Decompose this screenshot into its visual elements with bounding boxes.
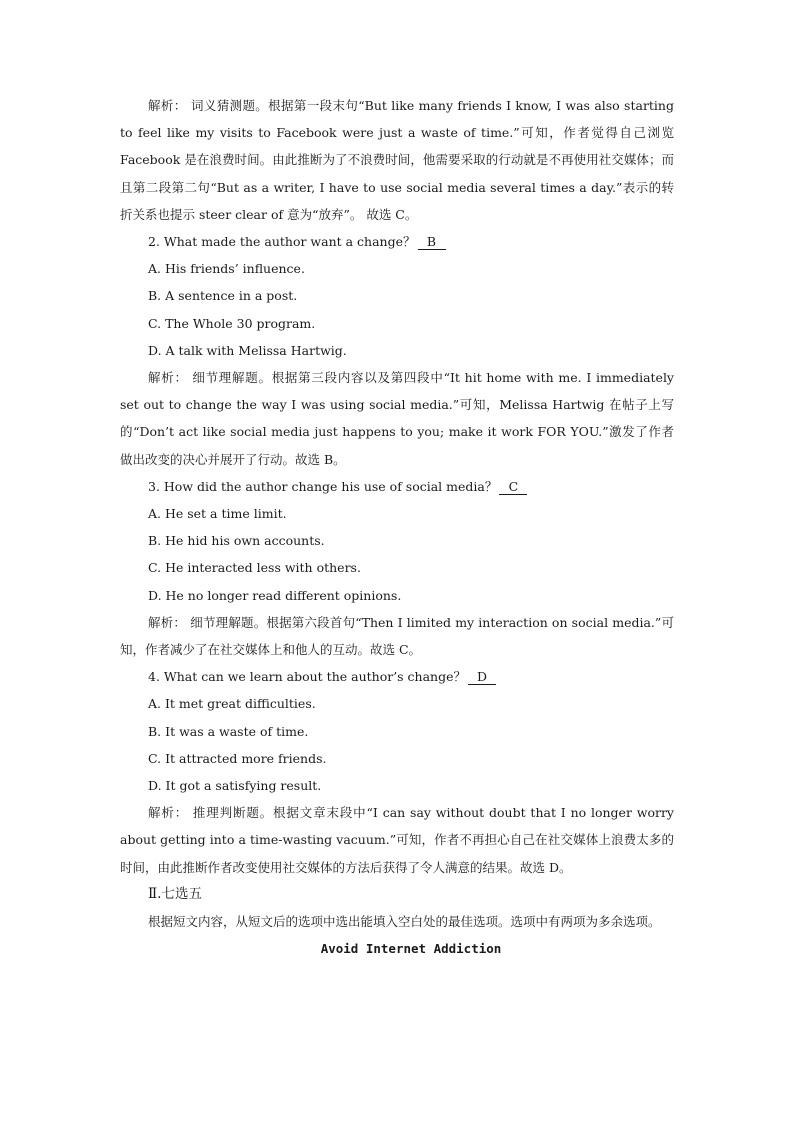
question-3-option-d: D. He no longer read different opinions. — [148, 587, 402, 603]
question-3-option-b: B. He hid his own accounts. — [148, 533, 325, 549]
question-3-option-a: A. He set a time limit. — [148, 506, 287, 522]
question-2-analysis: 解析： 细节理解题。根据第三段内容以及第四段中“It hit home with me. I immediately set out to change the way I was using social media.”可知，Melissa Hartwig 在帖子上写的“Don’t act like social media just happens to you; make it work FOR YOU.”激发了作者做出改变的决心并展开了行动。故选 B。 — [120, 370, 674, 467]
q1-analysis: 解析： 词义猜测题。根据第一段末句“But like many friends I know, I was also starting to feel like my visits to Facebook were just a waste of time.”可知，作者觉得自己浏览 Facebook 是在浪费时间。由此推断为了不浪费时间，他需要采取的行动就是不再使用社交媒体；而且第二段第二句“But as a writer, I have to use social media several times a day.”表示的转折关系也提示 steer clear of 意为“放弃”。 故选 C。 — [120, 98, 674, 222]
question-3-stem — [120, 473, 674, 500]
question-3-analysis: 解析： 细节理解题。根据第六段首句“Then I limited my interaction on social media.”可知，作者减少了在社交媒体上和他人的互动。故选 C。 — [120, 614, 674, 658]
question-2-stem — [120, 228, 674, 255]
question-4-option-a: A. It met great difficulties. — [148, 696, 316, 712]
section-instruction: 根据短文内容，从短文后的选项中选出能填入空白处的最佳选项。选项中有两项为多余选项。 — [148, 914, 661, 930]
question-3-answer: C — [499, 479, 527, 495]
question-4-option-c: C. It attracted more friends. — [148, 750, 327, 766]
question-4-answer: D — [468, 669, 496, 685]
passage-title: Avoid Internet Addiction — [320, 941, 502, 957]
section-heading: Ⅱ.七选五 — [148, 885, 202, 902]
page-content — [120, 92, 674, 963]
question-4-analysis: 解析： 推理判断题。根据文章末段中“I can say without doubt that I no longer worry about getting into a time-wasting vacuum.”可知，作者不再担心自己在社交媒体上浪费太多的时间，由此推断作者改变使用社交媒体的方法后获得了令人满意的结果。故选 D。 — [120, 805, 674, 875]
question-3-option-c: C. He interacted less with others. — [148, 560, 361, 576]
question-2-option-c: C. The Whole 30 program. — [148, 315, 316, 331]
question-2-answer: B — [418, 234, 446, 250]
question-4-option-b: B. It was a waste of time. — [148, 723, 309, 739]
question-2-option-a: A. His friends’ influence. — [148, 261, 305, 277]
question-4-text: 4. What can we learn about the author’s change？ — [148, 669, 467, 685]
question-4-stem — [120, 663, 674, 690]
question-2-text: 2. What made the author want a change？ — [148, 234, 416, 250]
question-2-option-d: D. A talk with Melissa Hartwig. — [148, 342, 347, 358]
question-4-option-d: D. It got a satisfying result. — [148, 778, 322, 794]
question-2-option-b: B. A sentence in a post. — [148, 288, 298, 304]
question-3-text: 3. How did the author change his use of social media？ — [148, 478, 498, 494]
